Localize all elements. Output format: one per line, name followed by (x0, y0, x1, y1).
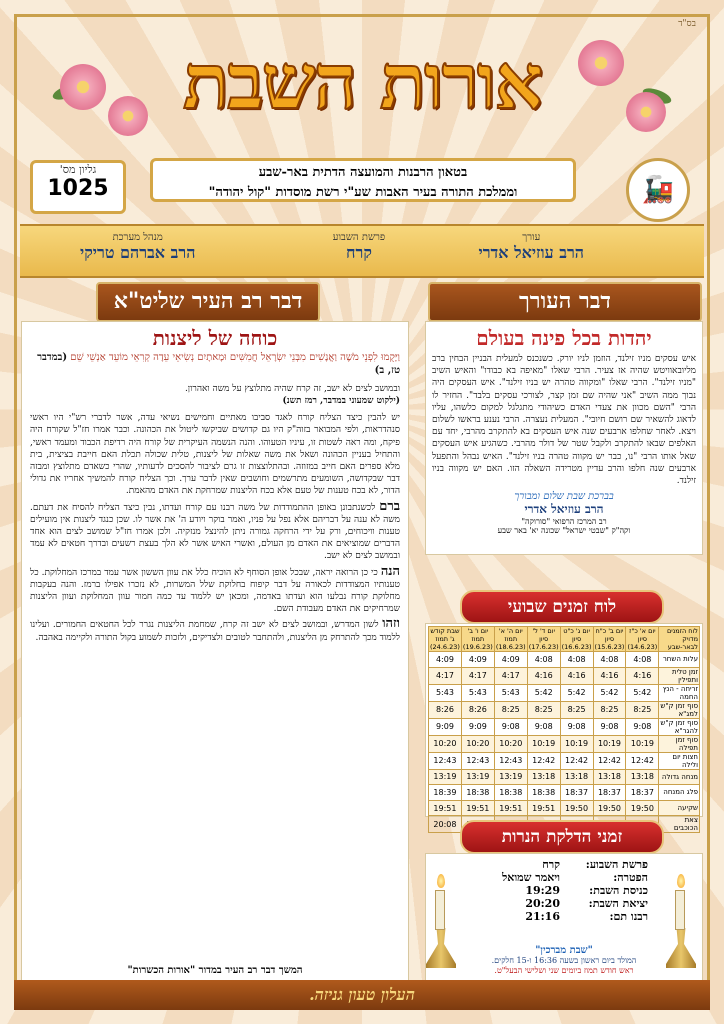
quote (30, 383, 400, 395)
parasha-block (314, 232, 404, 263)
zmanim-cell: 10:19 (626, 735, 659, 752)
editor-article-body: איש עסקים מניו זילנד, הוזמן לניו יורק. כשנכנס למעלית הבניין הבחין ברב מליובאוויטש שהיה אז צעיר. הרבי שאלו "מאיפה בא כבודו" והאיש השיב "מניו זילנד". הרבי שאלו "ומקווה טהרה יש בניו זילנד". איש העסקים היה נבוך ממה השיב "אני שהיה שם זמן קצר, לצורכי עסקים בלבד". החזיר לו הרבי "השם מכוון את צעדי האדם כשיהודי מתגלגל למקום כלשהו, עליו לדאוג להשאיר שם רושם חיובי". המעלית נעצרה. הרבי נענע בראשו לשלום ויצא. לאחר שחלפו ארבעים שנה איש העסקים בא להתקרב מהרבי, יחד עם האלפים שבאו להתקרב ולקבל שטר של דולר מהרבי. כשהגיע איש העסקים שאל אותו הרבי "נו, כבר יש מקווה טהרה בניו זילנד". האיש נבהל והתפעל ארבעים שנה חלפו והרב עדיין מטרידה השאלה הזו. האם יש מקווה בניו זילנד. (432, 354, 696, 487)
zmanim-cell: 4:08 (527, 652, 560, 668)
molad: המולד ביום ראשון בשעה 16:36 ו-15 חלקים. (491, 956, 637, 965)
candles-banner: זמני הדלקת הנרות (460, 820, 664, 854)
zmanim-cell: 18:38 (494, 785, 527, 801)
zmanim-cell: 19:50 (593, 800, 626, 816)
manager-role: מנהל מערכת (112, 232, 163, 243)
candle-row-label: רבנו תם: (609, 910, 648, 923)
manager-name: הרב אברהם טריקי (80, 243, 196, 262)
zmanim-header-row (429, 627, 700, 652)
zmanim-row-label: זמן טלית ותפילין (659, 667, 700, 684)
zmanim-day-header: שבת קודש ג' תמוז (24.6.23) (430, 627, 460, 651)
candle-row-value: קרח (542, 858, 560, 871)
zmanim-cell: 19:50 (560, 800, 593, 816)
candle-row (426, 871, 702, 884)
candle-row-value: 21:16 (525, 910, 560, 923)
signature: הרב עוזיאל אדרי (524, 502, 604, 517)
molad-block (426, 946, 702, 976)
zmanim-cell: 5:42 (626, 684, 659, 701)
candle-row-label: יציאת השבת: (588, 897, 648, 910)
zmanim-row-label: מנחה גדולה (659, 769, 700, 785)
zmanim-cell: 18:37 (593, 785, 626, 801)
editor-signature-block (432, 491, 696, 535)
zmanim-cell: 4:16 (593, 667, 626, 684)
zmanim-row-label: סוף זמן ק"ש להגר"א (660, 718, 698, 735)
zmanim-cell: 20:08 (429, 816, 462, 833)
body4-text: לשון המדרש, ובמושב לצים לא ישב זה קרח, שמחמת הליצנות נגרר לכל החטאים החמורים. ועלינו ללמוד מכך להתרחק מן הליצנות, ולהתחבר לטובים ולצדיקים, ולזכות לשמוע בקול התורה ולקיימה באהבה. (30, 620, 400, 643)
zmanim-cell: 12:43 (494, 752, 527, 769)
zmanim-row (429, 701, 700, 718)
zmanim-cell: 4:17 (494, 667, 527, 684)
zmanim-row-label: סוף זמן תפילה (659, 735, 700, 752)
zmanim-cell: 4:17 (429, 667, 462, 684)
zmanim-cell: 5:42 (527, 684, 560, 701)
body2-text: לכשנתבונן באופן ההתמודדות של משה רבנו עם קורח ועדתו, נבין כיצד הצליח להסיח את דעתם. משה לא ענה על דבריהם אלא נפל על פניו, ואמר בוקר ויודע ה' את אשר לו. שכן כנגד ליצנות אין מועילים טענות וויכוחים, ורק על ידי הרחקה גמורה ניתן להינצל מנזקיה. ולכן אמרו חז"ל שמושב לצים הוא אחד הדברים שמוציאים את האדם מן העולם, ואשרי האיש אשר לא הלך בעצת רשעים ובדרך חטאים לא עמד ובמושב לצים לא ישב. (30, 502, 400, 562)
zmanim-row-label: עלות השחר (659, 652, 700, 668)
editor-block (479, 232, 585, 263)
mevarchim: "שבת מברכין" (535, 945, 593, 956)
zmanim-cell: 4:09 (461, 652, 494, 668)
zmanim-row-label: זריחה - הנץ החמה (659, 684, 700, 701)
zmanim-cell: 12:42 (626, 752, 659, 769)
zmanim-cell: 9:08 (560, 718, 593, 735)
zmanim-cell: 13:19 (461, 769, 494, 785)
zmanim-cell: 12:42 (593, 752, 626, 769)
zmanim-cell: 9:09 (461, 718, 494, 735)
zmanim-cell: 19:50 (626, 800, 659, 816)
flower-icon (60, 64, 106, 110)
org-line1: בטאון הרבנות והמועצה הדתית באר-שבע (258, 165, 468, 180)
zmanim-row-label: צאת הכוכבים (659, 816, 700, 833)
flower-icon (578, 40, 624, 86)
zmanim-cell: 18:37 (560, 785, 593, 801)
issue-box (30, 160, 126, 214)
editor-article-title: יהדות בכל פינה בעולם (476, 326, 652, 350)
candle-row-value: ויאמר שמואל (502, 871, 560, 884)
rabbi-body-3 (30, 563, 400, 616)
footer: העלון טעון גניזה. (14, 980, 710, 1010)
zmanim-cell: 5:42 (593, 684, 626, 701)
zmanim-cell: 8:26 (461, 701, 494, 718)
zmanim-cell: 5:43 (494, 684, 527, 701)
zmanim-cell: 13:19 (429, 769, 462, 785)
zmanim-table (428, 626, 700, 833)
zmanim-row (429, 735, 700, 752)
zmanim-cell: 18:38 (527, 785, 560, 801)
zmanim-row (429, 752, 700, 769)
editor-panel (426, 322, 702, 554)
berim-head: ברם (379, 498, 400, 514)
zmanim-row (429, 718, 700, 735)
zmanim-cell: 8:25 (626, 701, 659, 718)
zmanim-row (429, 769, 700, 785)
zmanim-cell: 13:18 (626, 769, 659, 785)
zmanim-cell: 10:19 (527, 735, 560, 752)
zmanim-cell: 18:37 (626, 785, 659, 801)
zmanim-cell: 4:16 (527, 667, 560, 684)
issue-number: 1025 (47, 176, 109, 201)
candles-panel (426, 854, 702, 980)
zmanim-cell: 19:51 (494, 800, 527, 816)
zmanim-day-header: יום ג' כ"ט סיון (16.6.23) (561, 627, 592, 651)
zmanim-cell: 9:08 (494, 718, 527, 735)
rabbi-body-4 (30, 618, 400, 643)
zmanim-cell: 4:09 (429, 652, 462, 668)
parasha-name: קרח (346, 243, 372, 262)
zmanim-cell: 18:39 (429, 785, 462, 801)
zmanim-cell: 19:51 (527, 800, 560, 816)
editor-role: עורך (522, 232, 541, 243)
zmanim-cell: 12:42 (527, 752, 560, 769)
issue-label: גליון מס' (59, 163, 97, 176)
body3-text: כי כן הרואה יראה, שבכל אופן הסוחף לא הוכיח כלל את עוון הששון אשר עמד במרכז המחלוקת. כל טענותיו המצודדות לכאורה על דבר קיפוח בחלוקת שלל המשרות, לא נזכרו אפילו ברמז. והנה בעקבות מחלוקת קורח נבלעו הוא ועדתו באדמה, ומכאן יש ללמוד עד כמה חמור עוון המחלוקת ועוון הליצנות שמרחיקים את האדם מעבודת השם. (30, 567, 400, 615)
zmanim-cell: 5:42 (560, 684, 593, 701)
zmanim-day-header: יום א' כ"ז סיון (14.6.23) (627, 627, 658, 651)
zmanim-row (429, 785, 700, 801)
zmanim-cell: 8:25 (560, 701, 593, 718)
zmanim-cell: 19:51 (461, 800, 494, 816)
sig-line2: וקה"ק "שבטי ישראל" שכונה יא' באר שבע (497, 526, 631, 536)
rabbi-panel (22, 322, 408, 982)
quote-source: (ילקוט שמעוני במדבר, רמז תשנ) (282, 396, 400, 407)
zmanim-cell: 10:19 (560, 735, 593, 752)
continued-note: המשך דבר רב העיר במדור "אורות הכשרות" (127, 965, 303, 976)
zmanim-cell: 5:43 (429, 684, 462, 701)
zmanim-header-label: לוח הזמנים מדויק לבאר-שבע (659, 627, 700, 652)
org-line2: וממלכת התורה בעיר האבות שע"י רשת מוסדות "קול יהודה" (208, 185, 518, 200)
zmanim-cell: 10:19 (593, 735, 626, 752)
zmanim-cell: 9:09 (429, 718, 462, 735)
zmanim-row (429, 684, 700, 701)
editor-name: הרב עוזיאל אדרי (478, 243, 584, 262)
zmanim-cell: 8:26 (429, 701, 462, 718)
candle-row (426, 897, 702, 910)
zmanim-cell: 8:25 (494, 701, 527, 718)
parasha-role: פרשת השבוע (332, 232, 386, 243)
flame-icon (677, 874, 685, 888)
zmanim-row-label: פלג המנחה (659, 785, 700, 801)
zmanim-row-label: חצות יום ולילה (659, 752, 700, 769)
vezu-head: וזהו (382, 616, 400, 632)
zmanim-cell: 13:18 (560, 769, 593, 785)
zmanim-cell: 12:43 (461, 752, 494, 769)
zmanim-cell: 13:19 (494, 769, 527, 785)
candle-row (426, 884, 702, 897)
verse-source: (במדבר טז, ב) (37, 352, 400, 376)
candle-row-label: פרשת השבוע: (585, 858, 648, 871)
bsd-mark: בס"ד (678, 19, 696, 29)
blessing: בברכת שבת שלום ומבורך (514, 491, 614, 503)
rabbi-column-heading: דבר רב העיר שליט"א (96, 282, 320, 322)
verse (30, 351, 400, 377)
zmanim-cell: 4:08 (626, 652, 659, 668)
quote-text: ובמושב לצים לא ישב, זה קרח שהיה מתלוצץ על משה ואהרון. (184, 384, 400, 394)
zmanim-cell: 12:42 (560, 752, 593, 769)
zmanim-day-header: יום ב' כ"ח סיון (15.6.23) (594, 627, 625, 651)
zmanim-cell: 13:18 (527, 769, 560, 785)
flower-icon (626, 92, 666, 132)
staff-bar (20, 224, 704, 278)
candle-row-value: 20:20 (525, 897, 560, 910)
candle-row-label: הפטרה: (613, 871, 648, 884)
zmanim-cell: 4:09 (494, 652, 527, 668)
masthead-title: אורות השבת (182, 37, 542, 126)
candle-row-label: כניסת השבת: (589, 884, 648, 897)
candle-icon (675, 890, 685, 930)
zmanim-cell: 19:51 (429, 800, 462, 816)
editor-column-heading: דבר העורך (428, 282, 702, 322)
zmanim-banner: לוח זמנים שבועי (460, 590, 664, 624)
rosh-chodesh: ראש חודש תמוז ביומים שני ושלישי הבעל"ט. (494, 966, 634, 975)
flame-icon (437, 874, 445, 888)
zmanim-cell: 4:17 (461, 667, 494, 684)
zmanim-cell: 4:16 (626, 667, 659, 684)
verse-text: וַיָּקֻמוּ לִפְנֵי מֹשֶׁה וַאֲנָשִׁים מִבְּנֵי יִשְׂרָאֵל חֲמִשִּׁים וּמָאתָיִם נְשִׂיאֵי עֵדָה קְרִאֵי מוֹעֵד אַנְשֵׁי שֵׁם (70, 352, 400, 363)
rabbi-body: יש להבין כיצד הצליח קורח לאגד סביבו מאתיים וחמישים נשיאי עדה, אשר לדברי רש"י היו ראשי סנהדראות, ולפי המבואר בזוה"ק היו גם קדושים שביקשו ליטול את הכהונה. וכבר אמרו חז"ל שקורח היה פיקח, ומה ראה לשטות זו, עיניו הטעוהו. והנה הנשמה העיקרית של קורח היה רדיפת הכבוד ומעמד ראשי, והתחיל בעניין הכהונה ושאל את משה שאלות של ליצנות, טלית שכולה תכלת האם חייבת בציצית, בית מלא ספרים האם חייב במזוזה. ובהתלוצצות זו גרם לציבור להסכים לדעותיו, שהרי כשאדם מתלוצץ ומבזה דבר שבקדושה, השומעים מתרשמים וחושבים שאין לדבר ערך. וכך הצליח קורח להמשיך אחריו את גדולי הדור, לא בכח טענות של טעם אלא בכח הליצנות שמרחקת את האדם מהאמת. (30, 413, 400, 497)
zmanim-cell: 12:43 (429, 752, 462, 769)
zmanim-cell: 5:43 (461, 684, 494, 701)
zmanim-day-header: יום ד' ל' סיון (17.6.23) (528, 627, 559, 651)
zmanim-day-header: יום ו' ב' תמוז (19.6.23) (462, 627, 493, 651)
zmanim-row-label: שקיעה (659, 800, 700, 816)
candles-rows (426, 858, 702, 923)
zmanim-cell: 10:20 (429, 735, 462, 752)
zmanim-day-header: יום ה' א' תמוז (18.6.23) (495, 627, 526, 651)
zmanim-cell: 8:25 (593, 701, 626, 718)
zmanim-cell: 9:08 (527, 718, 560, 735)
candle-row (426, 910, 702, 923)
zmanim-row-label: סוף זמן ק"ש למג"א (660, 701, 698, 718)
zmanim-cell: 4:08 (593, 652, 626, 668)
candle-row-value: 19:29 (525, 884, 560, 897)
zmanim-cell: 9:08 (626, 718, 659, 735)
candle-icon (435, 890, 445, 930)
zmanim-cell: 4:16 (560, 667, 593, 684)
zmanim-row (429, 800, 700, 816)
zmanim-row (429, 652, 700, 668)
institution-logo (626, 158, 690, 222)
train-icon: 🚂 (641, 175, 675, 205)
zmanim-cell: 4:08 (560, 652, 593, 668)
zmanim-panel (426, 624, 702, 833)
hine-head: הנה (380, 563, 400, 579)
org-bar (150, 158, 576, 202)
zmanim-cell: 10:20 (494, 735, 527, 752)
zmanim-cell: 8:25 (527, 701, 560, 718)
zmanim-cell: 18:38 (461, 785, 494, 801)
zmanim-row (429, 667, 700, 684)
rabbi-body-2 (30, 498, 400, 563)
zmanim-cell: 9:08 (593, 718, 626, 735)
rabbi-article-title: כוחה של ליצנות (152, 326, 278, 350)
candle-row (426, 858, 702, 871)
manager-block (80, 232, 195, 263)
zmanim-cell: 10:20 (461, 735, 494, 752)
zmanim-cell: 13:18 (593, 769, 626, 785)
sig-line1: רב המרכז הרפואי "סורוקה" (521, 517, 607, 527)
